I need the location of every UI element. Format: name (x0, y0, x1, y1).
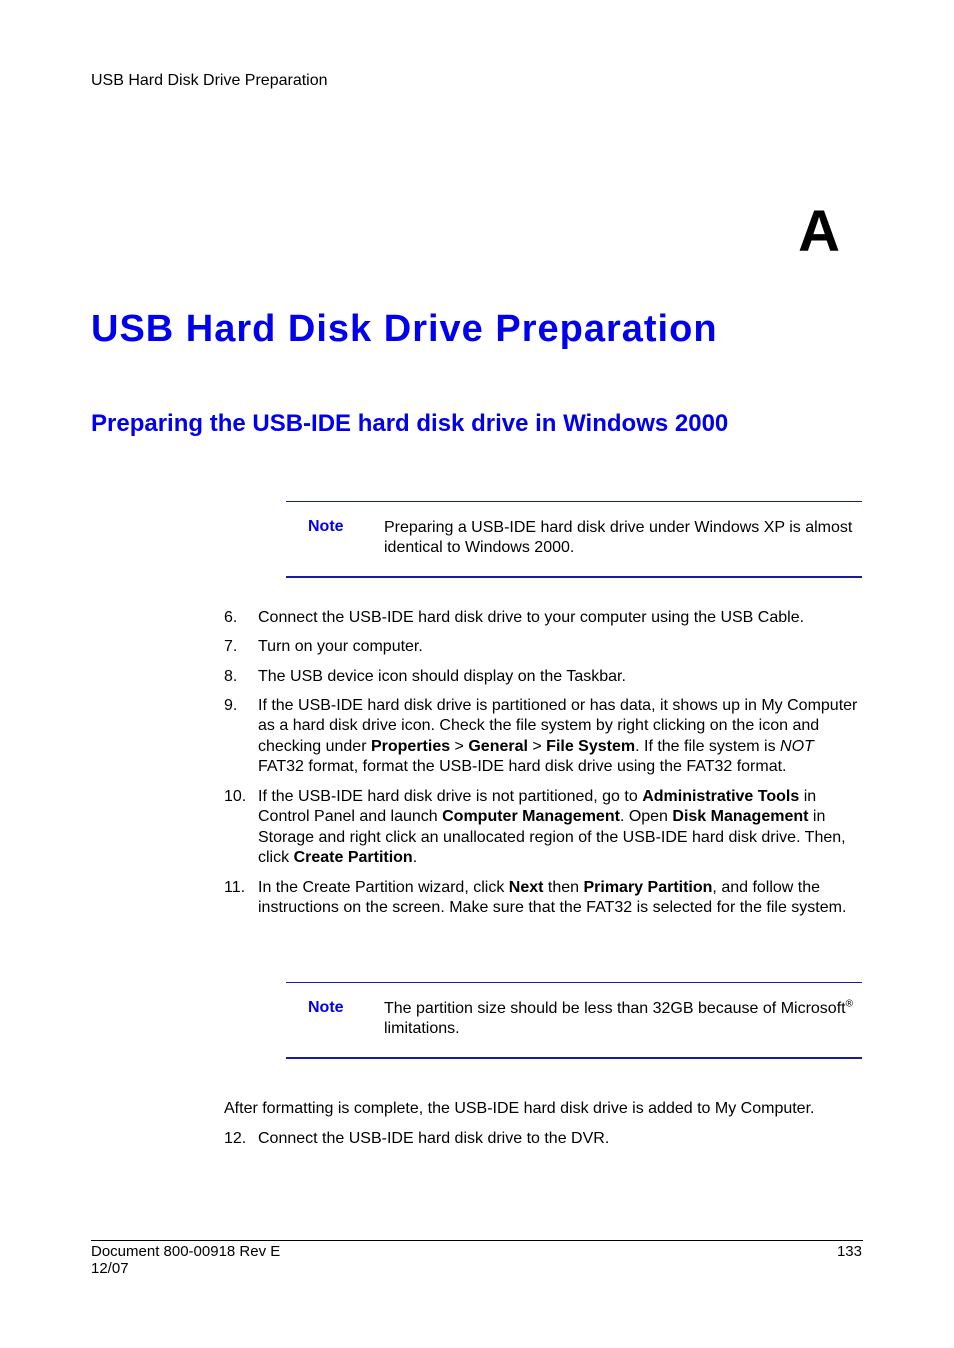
note-top-rule (286, 501, 862, 502)
note-text: The partition size should be less than 32GB because of Microsoft® limitations. (384, 998, 853, 1037)
running-header: USB Hard Disk Drive Preparation (91, 72, 328, 89)
list-text: In the Create Partition wizard, click Next then Primary Partition, and follow the instructions on the screen. Make sure that the FAT32 is selected for the file system. (258, 879, 847, 917)
list-item (224, 608, 864, 628)
list-text: Connect the USB-IDE hard disk drive to your computer using the USB Cable. (258, 609, 805, 626)
ui-term: Computer Management (442, 808, 620, 826)
list-number: 12. (224, 1130, 247, 1147)
ui-term: Create Partition (293, 848, 413, 866)
registered-mark: ® (845, 998, 853, 1010)
footer-document-info (91, 1243, 280, 1277)
appendix-letter: A (798, 199, 840, 264)
ui-term: Next (508, 879, 544, 896)
note-label: Note (308, 518, 344, 535)
list-item (224, 667, 864, 687)
note-bottom-rule (286, 576, 862, 578)
ui-term: Administrative Tools (642, 788, 800, 805)
ui-term: Disk Management (672, 808, 809, 826)
list-text: The USB device icon should display on the Taskbar. (258, 668, 626, 685)
list-number: 9. (224, 697, 238, 714)
list-number: 10. (224, 788, 247, 805)
ui-term: Properties (370, 737, 451, 755)
footer-rule (91, 1240, 863, 1241)
list-item (224, 878, 864, 919)
ui-term: Primary Partition (583, 879, 713, 896)
list-text: If the USB-IDE hard disk drive is partitioned or has data, it shows up in My Computer as a hard disk drive icon. Check the file system by right clicking on the icon and checking under Properties > General > File System. If the file system is NOT FAT32 format, format the USB-IDE hard disk drive using the FAT32 format. (258, 697, 858, 775)
list-item (224, 696, 864, 777)
list-item (224, 1129, 864, 1149)
list-item (224, 787, 864, 868)
list-text: If the USB-IDE hard disk drive is not partitioned, go to Administrative Tools in Control Panel and launch Computer Management. Open Disk Management in Storage and right click an unallocated region of the USB-IDE hard disk drive. Then, click Create Partition. (258, 788, 846, 866)
document-date: 12/07 (91, 1260, 129, 1277)
note-top-rule (286, 982, 862, 983)
note-label: Note (308, 999, 344, 1016)
chapter-title: USB Hard Disk Drive Preparation (91, 308, 718, 350)
section-title: Preparing the USB-IDE hard disk drive in Windows 2000 (91, 410, 729, 437)
ui-term: File System (546, 737, 636, 755)
ui-term: General (468, 737, 528, 755)
emphasis: NOT (780, 737, 814, 755)
list-item (224, 637, 864, 657)
note-bottom-rule (286, 1057, 862, 1059)
page-number: 133 (836, 1243, 862, 1260)
document-number: Document 800-00918 Rev E (91, 1243, 281, 1260)
list-number: 8. (224, 668, 238, 685)
list-number: 7. (224, 638, 238, 655)
list-number: 6. (224, 609, 238, 626)
paragraph: After formatting is complete, the USB-IDE hard disk drive is added to My Computer. (224, 1100, 815, 1117)
list-number: 11. (224, 879, 246, 896)
list-text: Turn on your computer. (258, 638, 423, 655)
list-text: Connect the USB-IDE hard disk drive to the DVR. (258, 1130, 610, 1147)
note-text: Preparing a USB-IDE hard disk drive under Windows XP is almost identical to Windows 2000. (384, 519, 853, 556)
